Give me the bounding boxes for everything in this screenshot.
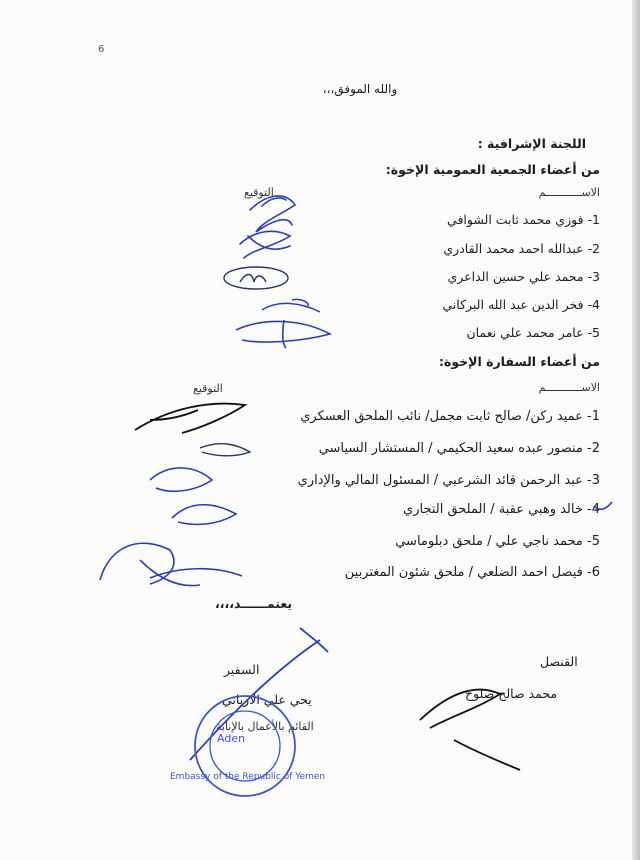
assembly-member-1: 1- فوزي محمد ثابت الشوافي — [447, 212, 600, 227]
assembly-member-4: 4- فخر الدين عبد الله البركاني — [442, 297, 600, 312]
embassy-member-5: 5- محمد ناجي علي / ملحق دبلوماسي — [395, 534, 600, 549]
embassy-member-3: 3- عبد الرحمن قائد الشرعبي / المسئول المالي والإداري — [297, 473, 600, 488]
consul-title: القنصل — [540, 654, 578, 669]
embassy-name-column: الاســـــــــــم — [538, 381, 600, 394]
signature-2 — [240, 231, 290, 258]
embassy-member-2: 2- منصور عبده سعيد الحكيمي / المستشار السياسي — [318, 441, 600, 456]
assembly-signature-column: التوقيع — [244, 186, 274, 199]
embassy-member-4: 4- خالد وهبي عقبة / الملحق التجاري — [403, 502, 600, 517]
ambassador-title: السفير — [224, 662, 260, 677]
signature-1 — [250, 196, 295, 232]
stamp-ring-text: Embassy of the Republic of Yemen — [170, 772, 326, 782]
embassy-member-6: 6- فيصل احمد الضلعي / ملحق شئون المغتربين — [344, 565, 600, 580]
signature-11 — [150, 569, 242, 578]
assembly-member-3: 3- محمد علي حسين الداعري — [447, 269, 600, 284]
signature-4 — [262, 299, 320, 312]
signature-7 — [200, 444, 250, 456]
consul-signature — [420, 690, 520, 770]
assembly-name-column: الاســـــــــــم — [538, 186, 600, 199]
embassy-member-1: 1- عميد ركن/ صالح ثابت مجمل/ نائب الملحق العسكري — [300, 409, 600, 424]
ambassador-name: يحي علي الارياني — [222, 692, 312, 707]
stamp-top-text: Aden — [217, 732, 246, 745]
embassy-signature-column: التوقيع — [193, 382, 223, 395]
assembly-member-5: 5- عامر محمد علي نعمان — [466, 325, 600, 340]
committee-title: اللجنة الإشرافية : — [477, 136, 586, 151]
page-number: 6 — [98, 44, 105, 55]
assembly-heading: من أعضاء الجمعية العمومية الإخوة: — [385, 162, 600, 177]
consul-name: محمد صالح صلوح — [465, 686, 558, 701]
signature-6 — [135, 404, 245, 433]
signature-9 — [172, 505, 236, 525]
page-edge-shadow — [632, 0, 640, 860]
signature-3 — [224, 267, 288, 289]
ambassador-role: القائم بالأعمال بالإنابة — [216, 720, 314, 733]
assembly-member-2: 2- عبدالله احمد محمد القادري — [443, 241, 600, 256]
closing-phrase: والله الموفق،،، — [322, 82, 398, 96]
signature-10 — [100, 543, 200, 585]
approval-text: يعتمــــــد،،،، — [215, 596, 293, 611]
embassy-heading: من أعضاء السفارة الإخوة: — [438, 354, 600, 369]
signature-8 — [150, 468, 212, 491]
signature-5 — [236, 320, 330, 348]
